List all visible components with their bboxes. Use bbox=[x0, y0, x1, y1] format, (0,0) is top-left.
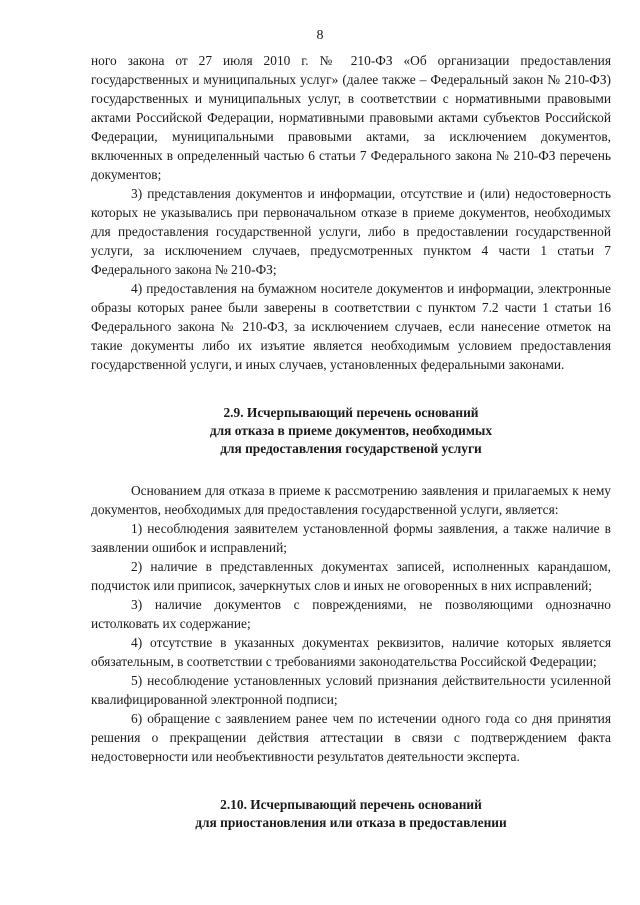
paragraph-intro: Основанием для отказа в приеме к рассмотрению заявления и прилагаемых к нему документов, необходимых для предоставления государственной услуги, является: bbox=[91, 483, 611, 517]
list-item-5: 5) несоблюдение установленных условий признания действительности усиленной квалифицированной электронной подписи; bbox=[91, 673, 611, 707]
list-item-1: 1) несоблюдения заявителем установленной формы заявления, а также наличие в заявлении ошибок и исправлений; bbox=[91, 521, 611, 555]
heading-line: для предоставления государственой услуги bbox=[220, 441, 482, 456]
page-number: 8 bbox=[316, 28, 324, 43]
heading-line: 2.9. Исчерпывающий перечень оснований bbox=[223, 405, 479, 420]
section-heading-2-9 bbox=[91, 404, 611, 458]
paragraph-item-3: 3) представления документов и информации, отсутствие и (или) недостоверность которых не указывались при первоначальном отказе в приеме документов, необходимых для предоставления государственной услуги, либо в предоставлении государственной услуги, за исключением случаев, предусмотренных пунктом 4 части 1 статьи 7 Федерального закона № 210-ФЗ; bbox=[91, 186, 611, 277]
list-item-3: 3) наличие документов с повреждениями, не позволяющими однозначно истолковать их содержание; bbox=[91, 597, 611, 631]
list-item-4: 4) отсутствие в указанных документах реквизитов, наличие которых является обязательным, в соответствии с требованиями законодательства Российской Федерации; bbox=[91, 635, 611, 669]
section-heading-2-10 bbox=[91, 796, 611, 832]
list-item-6: 6) обращение с заявлением ранее чем по истечении одного года со дня принятия решения о прекращении действия аттестации в связи с подтверждением факта недостоверности или необъективности результатов деятельности эксперта. bbox=[91, 711, 611, 764]
heading-line: 2.10. Исчерпывающий перечень оснований bbox=[220, 797, 482, 812]
paragraph-item-4: 4) предоставления на бумажном носителе документов и информации, электронные образы которых ранее были заверены в соответствии с пунктом 7.2 части 1 статьи 16 Федерального закона № 210-ФЗ, за исключением случаев, если нанесение отметок на такие документы либо их изъятие является необходимым условием предоставления государственной услуги, и иных случаев, установленных федеральными законами. bbox=[91, 281, 611, 372]
paragraph-continuation: ного закона от 27 июля 2010 г. № 210-ФЗ «Об организации предоставления государственных и муниципальных услуг» (далее также – Федеральный закон № 210-ФЗ) государственных и муниципальных услуг, в соответствии с нормативными правовыми актами Российской Федерации, нормативными правовыми актами субъектов Российской Федерации, муниципальными правовыми актами, за исключением документов, включенных в определенный частью 6 статьи 7 Федерального закона № 210-ФЗ перечень документов; bbox=[91, 53, 611, 182]
heading-line: для отказа в приеме документов, необходимых bbox=[209, 423, 493, 438]
document-body bbox=[91, 51, 611, 832]
list-item-2: 2) наличие в представленных документах записей, исполненных карандашом, подчисток или приписок, зачеркнутых слов и иных не оговоренных в них исправлений; bbox=[91, 559, 611, 593]
heading-line: для приостановления или отказа в предоставлении bbox=[195, 815, 507, 830]
